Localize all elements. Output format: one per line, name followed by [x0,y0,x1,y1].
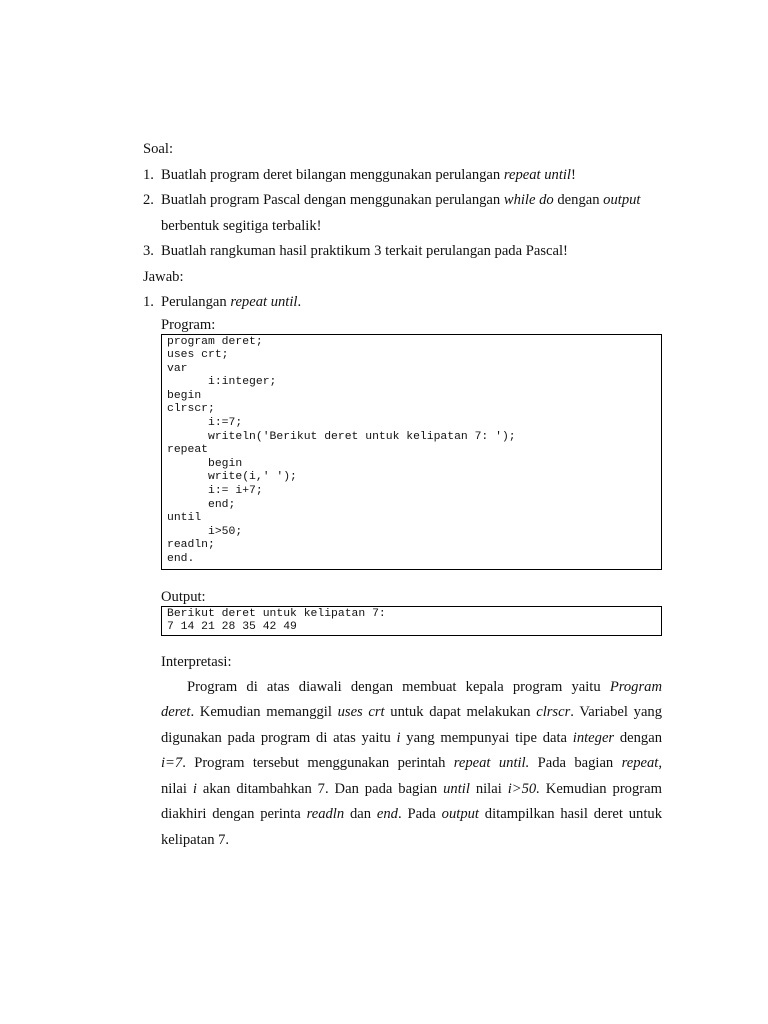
italic-text: while do [503,192,554,208]
paragraph-line [161,700,662,726]
text-run: nilai [469,780,508,797]
interpretasi-label: Interpretasi: [161,653,232,670]
soal-label: Soal: [143,141,173,157]
question-item [143,239,662,265]
interpretasi-paragraph [143,675,662,854]
text-run: kelipatan 7. [161,831,230,848]
code-line: i:= i+7; [167,485,263,498]
code-line: begin [167,389,202,402]
italic-text: integer [572,729,615,746]
answer-heading [143,290,662,316]
text-run: digunakan pada program di atas yaitu [161,729,397,746]
code-line: var [167,362,188,375]
paragraph-line [161,777,662,803]
italic-text: end [376,806,398,822]
question-number: 2. [143,192,154,208]
text-run: ! [571,166,576,183]
text-run: nilai [161,780,193,797]
code-line: clrscr; [167,403,215,416]
text-run: dengan [614,729,663,746]
question-item [143,163,662,189]
program-label: Program: [161,316,216,333]
text-run: ditampilkan hasil deret untuk [478,806,663,822]
code-line: program deret; [167,335,263,348]
italic-text: output [603,192,641,208]
italic-text: repeat until [503,166,571,183]
text-run: dan [344,806,377,822]
text-run: Pada bagian [529,755,622,771]
output-code-box [161,606,662,636]
code-line: repeat [167,444,209,457]
text-run: . Variabel yang [570,704,663,720]
code-line: write(i,' '); [167,471,297,484]
code-line: readln; [167,539,215,552]
italic-text: repeat [621,755,659,771]
italic-text: readln [306,806,345,822]
paragraph-line [161,751,662,777]
text-run: , [658,755,662,771]
text-run: Buatlah program Pascal dengan menggunakan perulangan [161,192,504,208]
text-run: . Pada [397,806,442,822]
italic-text: i [192,780,197,797]
text-run: Buatlah rangkuman hasil praktikum 3 terkait perulangan pada Pascal! [161,243,568,259]
italic-text: until [443,780,470,797]
code-line: writeln('Berikut deret untuk kelipatan 7: '); [167,430,516,443]
code-line: until [167,512,202,525]
text-run: . Kemudian memanggil [190,704,338,720]
code-line: 7 14 21 28 35 42 49 [167,621,297,634]
text-run: Program di atas diawali dengan membuat kepala program yaitu [187,678,610,695]
italic-text: repeat until [230,294,298,310]
italic-text: i=7 [161,755,183,771]
italic-text: output [441,806,479,822]
question-list [143,163,662,265]
text-run: untuk dapat melakukan [384,704,537,720]
code-line: begin [167,457,243,470]
code-line: end. [167,553,195,565]
code-line: i:integer; [167,376,277,389]
italic-text: deret [161,704,191,720]
paragraph-line [161,802,662,828]
question-item [143,188,662,214]
text-run: Buatlah program deret bilangan menggunakan perulangan [161,166,504,183]
code-line: i>50; [167,525,243,538]
text-run: yang mempunyai tipe data [400,729,573,746]
program-code-box [161,334,662,570]
output-label: Output: [161,588,206,605]
italic-text: Program [609,678,662,695]
paragraph-line [161,726,662,752]
italic-text: clrscr [536,704,571,720]
text-run: akan ditambahkan 7. Dan pada bagian [196,780,444,797]
text-run: diakhiri dengan perinta [161,806,307,822]
text-run: dengan [553,192,604,208]
question-number: 1. [143,166,154,183]
italic-text: i>50. [507,780,540,797]
answer-number: 1. [143,294,154,310]
text-run: . Program tersebut menggunakan perintah [182,755,454,771]
italic-text: repeat until. [453,755,530,771]
italic-text: i [396,729,401,746]
code-line: uses crt; [167,349,229,362]
code-line: Berikut deret untuk kelipatan 7: [167,607,386,620]
text-run: . [297,294,302,310]
code-line: end; [167,498,236,511]
code-line: i:=7; [167,417,243,430]
document-page [143,137,662,853]
question-number: 3. [143,243,154,259]
jawab-label: Jawab: [143,268,184,285]
paragraph-line [161,828,662,854]
question-continuation: berbentuk segitiga terbalik! [161,217,322,234]
text-run: Perulangan [161,294,231,310]
paragraph-line [161,675,662,701]
text-run: Kemudian program [539,780,662,797]
italic-text: uses crt [337,704,385,720]
